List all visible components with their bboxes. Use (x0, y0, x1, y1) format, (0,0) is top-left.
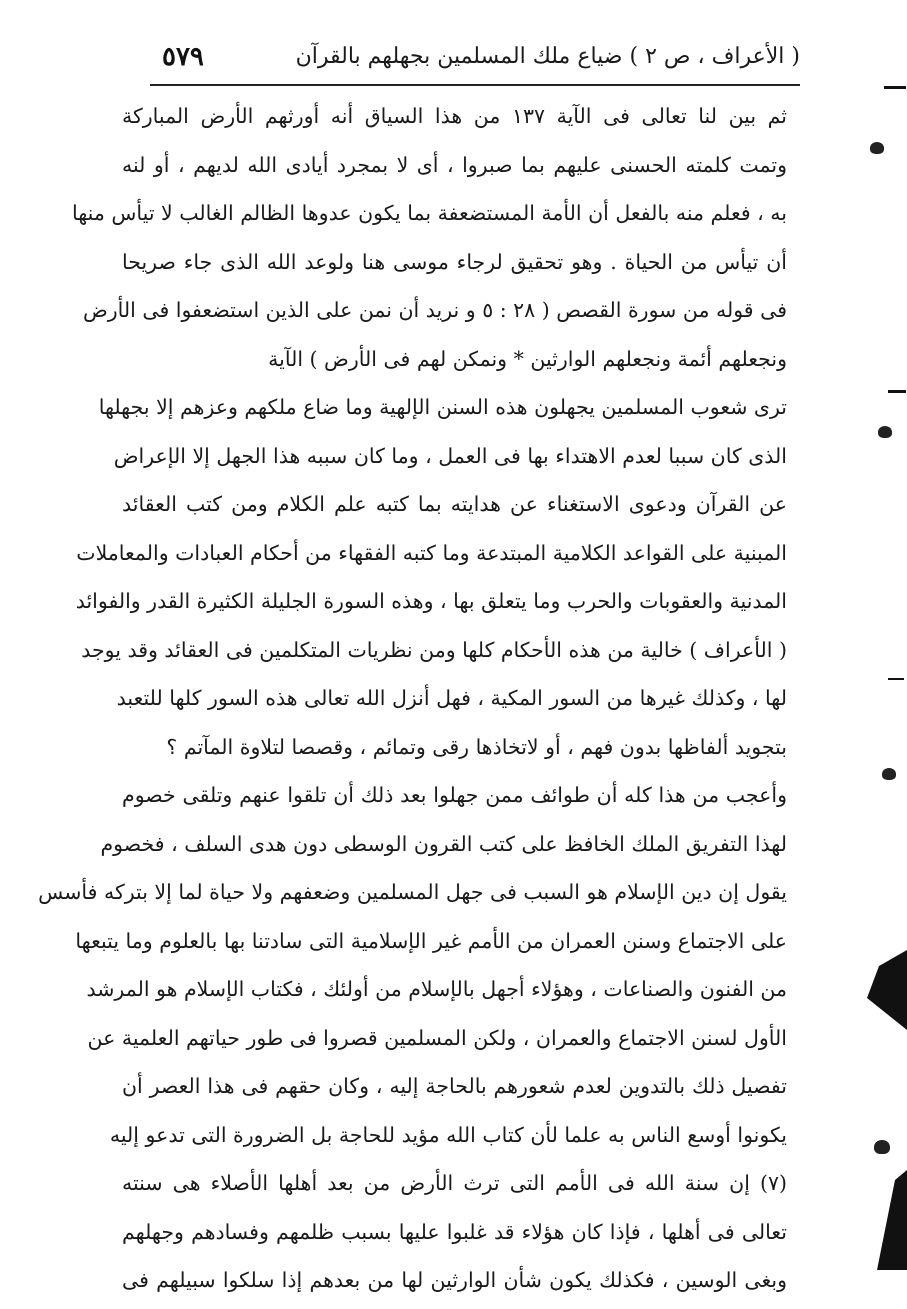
text-line: من الفنون والصناعات ، وهؤلاء أجهل بالإسلام من أولئك ، فكتاب الإسلام هو المرشد (86, 977, 787, 1001)
margin-blot (870, 142, 884, 154)
text-line: على الاجتماع وسنن العمران من الأمم غير الإسلامية التى سادتنا بها بالعلوم وما يتبعها (75, 928, 787, 953)
text-line: وبغى الوسين ، فكذلك يكون شأن الوارثين لها من بعدهم إذا سلكوا سبيلهم فى (122, 1268, 787, 1292)
text-line: تفصيل ذلك بالتدوين لعدم شعورهم بالحاجة إليه ، وكان حقهم فى هذا العصر أن (122, 1074, 787, 1098)
text-line: وتمت كلمته الحسنى عليهم بما صبروا ، أى لا بمجرد أيادى الله لديهم ، أو لنه (122, 152, 788, 177)
text-line: يقول إن دين الإسلام هو السبب فى جهل المسلمين وضعفهم ولا حياة لما إلا بتركه فأسس (38, 880, 787, 904)
scan-edge-shadow (877, 1170, 907, 1270)
text-line: ( الأعراف ) خالية من هذه الأحكام كلها ومن نظريات المتكلمين فى العقائد وقد يوجد (81, 637, 787, 662)
running-title: ( الأعراف ، ص ٢ ) ضياع ملك المسلمين بجهلهم بالقرآن (295, 44, 800, 69)
text-line: به ، فعلم منه بالفعل أن الأمة المستضعفة بما يكون عدوها الظالم الغالب لا تيأس منها (71, 201, 787, 225)
text-line: ترى شعوب المسلمين يجهلون هذه السنن الإلهية وما ضاع ملكهم وعزهم إلا بجهلها (98, 395, 787, 419)
text-line: يكونوا أوسع الناس به علما لأن كتاب الله مؤيد للحاجة بل الضرورة التى تدعو إليه (109, 1122, 787, 1147)
margin-blot (878, 426, 892, 438)
text-line: الذى كان سببا لعدم الاهتداء بها فى العمل ، وما كان سببه هذا الجهل إلا الإعراض (113, 443, 787, 468)
text-line: وأعجب من هذا كله أن طوائف ممن جهلوا بعد ذلك أن تلقوا عنهم وتلقى خصوم (122, 783, 787, 807)
text-line: تعالى فى أهلها ، فإذا كان هؤلاء قد غلبوا عليها بسبب ظلمهم وفسادهم وجهلهم (122, 1219, 787, 1244)
scan-edge-shadow (867, 950, 907, 1030)
body-text (38, 92, 788, 1305)
text-line: أن تيأس من الحياة . وهو تحقيق لرجاء موسى هنا ولوعد الله الذى جاء صريحا (122, 249, 787, 274)
text-line: ونجعلهم أئمة ونجعلهم الوارثين * ونمكن لهم فى الأرض ) الآية (268, 346, 787, 371)
margin-dash (888, 390, 906, 393)
text-line: (٧) إن سنة الله فى الأمم التى ترث الأرض من بعد أهلها الأصلاء هى سنته (122, 1171, 787, 1195)
page-header (150, 36, 800, 86)
text-line: فى قوله من سورة القصص ( ٢٨ : ٥ و نريد أن نمن على الذين استضعفوا فى الأرض (82, 298, 787, 322)
margin-blot (874, 1140, 890, 1154)
text-line: لهذا التفريق الملك الخافظ على كتب القرون الوسطى دون هدى السلف ، فخصوم (100, 831, 787, 856)
text-line: المبنية على القواعد الكلامية المبتدعة وما كتبه الفقهاء من أحكام العبادات والمعاملات (76, 540, 787, 565)
text-line: ثم بين لنا تعالى فى الآية ١٣٧ من هذا السياق أنه أورثهم الأرض المباركة (122, 104, 788, 128)
margin-dash (888, 678, 904, 680)
text-line: المدنية والعقوبات والحرب وما يتعلق بها ، وهذه السورة الجليلة الكثيرة القدر والفوائد (75, 589, 787, 613)
margin-blot (882, 768, 896, 780)
text-line: عن القرآن ودعوى الاستغناء عن هدايته بما كتبه علم الكلام ومن كتب العقائد (122, 492, 787, 516)
margin-dash (884, 86, 906, 89)
text-line: بتجويد ألفاظها بدون فهم ، أو لاتخاذها رقى وتمائم ، وقصصا لتلاوة المآتم ؟ (166, 734, 787, 759)
text-line: لها ، وكذلك غيرها من السور المكية ، فهل أنزل الله تعالى هذه السور كلها للتعبد (116, 686, 787, 710)
page-number: ٥٧٩ (162, 42, 204, 72)
text-line: الأول لسنن الاجتماع والعمران ، ولكن المسلمين قصروا فى طور حياتهم العلمية عن (87, 1025, 787, 1050)
